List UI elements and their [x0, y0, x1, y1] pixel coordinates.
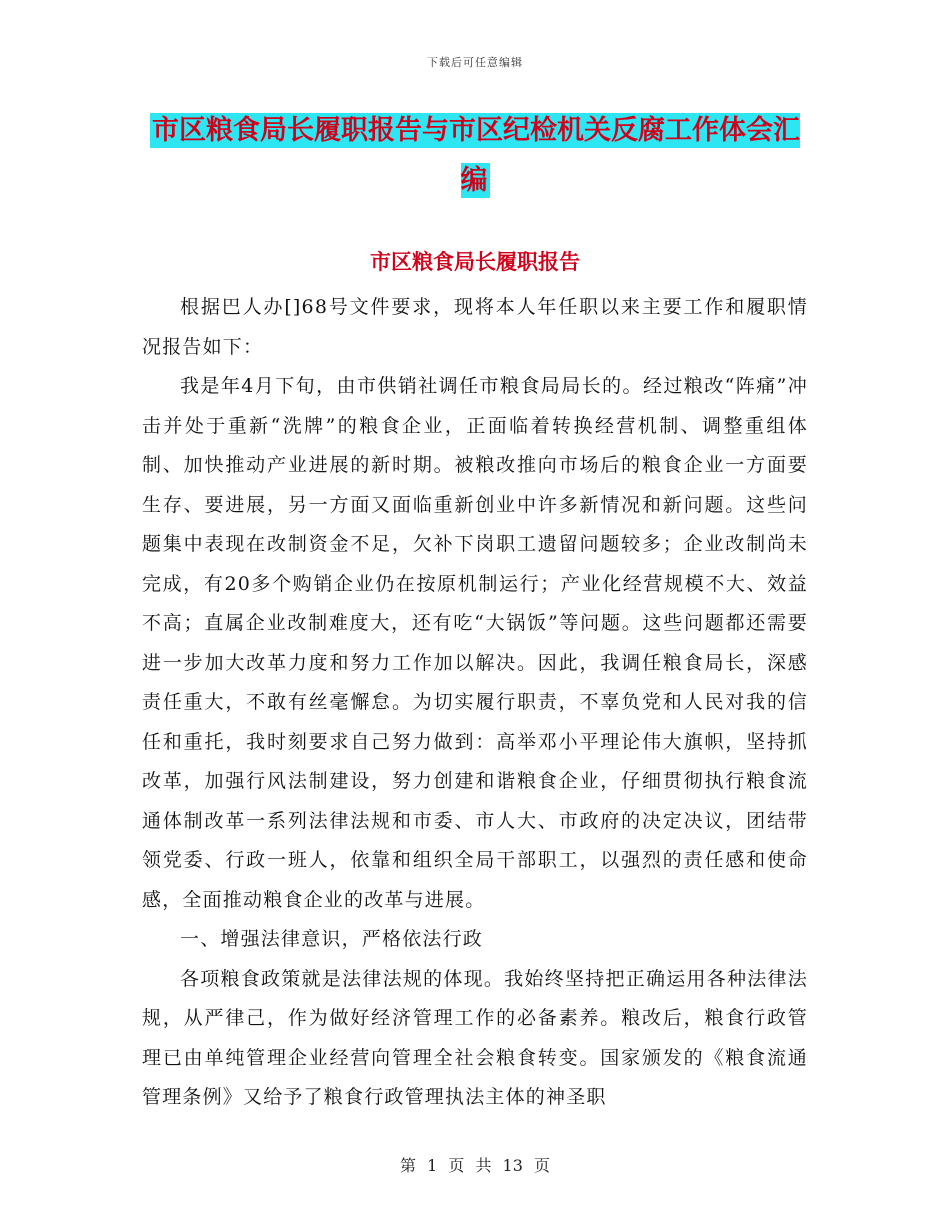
paragraph-law: 各项粮食政策就是法律法规的体现。我始终坚持把正确运用各种法律法规，从严律己，作为做好经济管理工作的必备素养。粮改后，粮食行政管理已由单纯管理企业经营向管理全社会粮食转变。国家颁发的《粮食流通管理条例》又给予了粮食行政管理执法主体的神圣职 [142, 967, 808, 1108]
document-title [140, 106, 810, 206]
document-body [142, 288, 808, 1118]
section-title: 市区粮食局长履职报告 [370, 250, 580, 274]
paragraph-intro: 根据巴人办[]68号文件要求，现将本人年任职以来主要工作和履职情况报告如下： [142, 296, 808, 358]
document-title-text: 市区粮食局长履职报告与市区纪检机关反腐工作体会汇编 [152, 115, 800, 196]
paragraph-background: 我是年4月下旬，由市供销社调任市粮食局局长的。经过粮改“阵痛”冲击并处于重新“洗牌”的粮食企业，正面临着转换经营机制、调整重组体制、加快推动产业进展的新时期。被粮改推向市场后的粮食企业一方面要生存、要进展，另一方面又面临重新创业中许多新情况和新问题。这些问题集中表现在改制资金不足，欠补下岗职工遗留问题较多；企业改制尚未完成，有20多个购销企业仍在按原机制运行；产业化经营规模不大、效益不高；直属企业改制难度大，还有吃“大锅饭”等问题。这些问题都还需要进一步加大改革力度和努力工作加以解决。因此，我调任粮食局长，深感责任重大，不敢有丝毫懈怠。为切实履行职责，不辜负党和人民对我的信任和重托，我时刻要求自己努力做到：高举邓小平理论伟大旗帜，坚持抓改革，加强行风法制建设，努力创建和谐粮食企业，仔细贯彻执行粮食流通体制改革一系列法律法规和市委、市人大、市政府的决定决议，团结带领党委、行政一班人，依靠和组织全局干部职工，以强烈的责任感和使命感，全面推动粮食企业的改革与进展。 [142, 375, 808, 911]
page-header-note: 下载后可任意编辑 [427, 56, 523, 69]
paragraph-heading-1: 一、增强法律意识，严格依法行政 [180, 928, 484, 950]
page-footer-number: 第 1 页 共 13 页 [400, 1156, 550, 1175]
